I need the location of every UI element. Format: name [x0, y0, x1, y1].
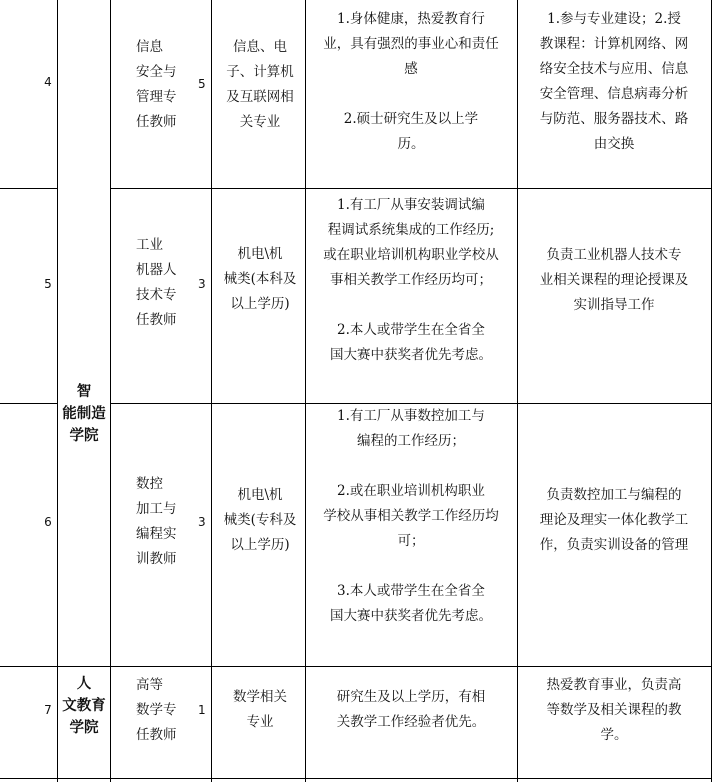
row-number: 5	[44, 277, 52, 291]
college-name: 智 能制造 学院	[62, 383, 106, 444]
row-number: 6	[44, 515, 52, 529]
requirement-2: 2.硕士研究生及以上学 历。	[343, 111, 479, 152]
major-requirement: 数学相关 专业	[233, 689, 287, 730]
duties: 负责数控加工与编程的 理论及理实一体化教学工 作，负责实训设备的管理	[539, 487, 689, 553]
row-number: 7	[44, 703, 52, 717]
major-requirement: 信息、电 子、计算机 及互联网相 关专业	[226, 39, 294, 130]
major-requirement: 机电\机 械类(专科及 以上学历)	[223, 487, 297, 553]
college-name: 人 文教育 学院	[62, 675, 106, 736]
duties: 热爱教育事业，负责高 等数学及相关课程的教 学。	[546, 677, 682, 743]
job-requirements	[306, 193, 516, 368]
requirement-2: 2.或在职业培训机构职业 学校从事相关教学工作经历均 可；	[323, 483, 499, 549]
row-border	[0, 188, 57, 189]
requirement-2: 2.本人或带学生在全省全 国大赛中获奖者优先考虑。	[330, 322, 492, 363]
job-requirements	[306, 404, 516, 629]
position-title: 信息 安全与 管理专 任教师	[136, 39, 177, 130]
position-title: 数控 加工与 编程实 训教师	[136, 476, 177, 567]
headcount: 3	[198, 277, 206, 291]
job-requirements: 研究生及以上学历，有相 关教学工作经验者优先。	[336, 689, 486, 730]
row-border	[0, 403, 57, 404]
headcount: 3	[198, 515, 206, 529]
row-number: 4	[44, 75, 52, 89]
job-requirements	[306, 7, 516, 157]
duties: 负责工业机器人技术专 业相关课程的理论授课及 实训指导工作	[539, 247, 689, 313]
major-requirement: 机电\机 械类(本科及 以上学历)	[223, 246, 297, 312]
position-title: 工业 机器人 技术专 任教师	[136, 237, 177, 328]
row-border	[0, 778, 712, 779]
row-border	[0, 666, 712, 667]
table-vline	[110, 0, 111, 782]
requirement-1: 1.有工厂从事数控加工与 编程的工作经历；	[337, 408, 485, 449]
requirement-1: 1.有工厂从事安装调试编 程调试系统集成的工作经历; 或在职业培训机构职业学校从 事相关教学工作经历均可；	[323, 197, 499, 288]
headcount: 5	[198, 77, 206, 91]
requirement-1: 1.身体健康，热爱教育行 业，具有强烈的事业心和责任 感	[323, 11, 499, 77]
position-title: 高等 数学专 任教师	[136, 677, 177, 743]
duties: 1.参与专业建设；2.授 教课程：计算机网络、网 络安全技术与应用、信息 安全管理、信息病毒分析 与防范、服务器技术、路 由交换	[539, 11, 689, 152]
requirement-3: 3.本人或带学生在全省全 国大赛中获奖者优先考虑。	[330, 583, 492, 624]
row-border	[110, 188, 712, 189]
table-vline	[211, 0, 212, 782]
headcount: 1	[198, 703, 206, 717]
